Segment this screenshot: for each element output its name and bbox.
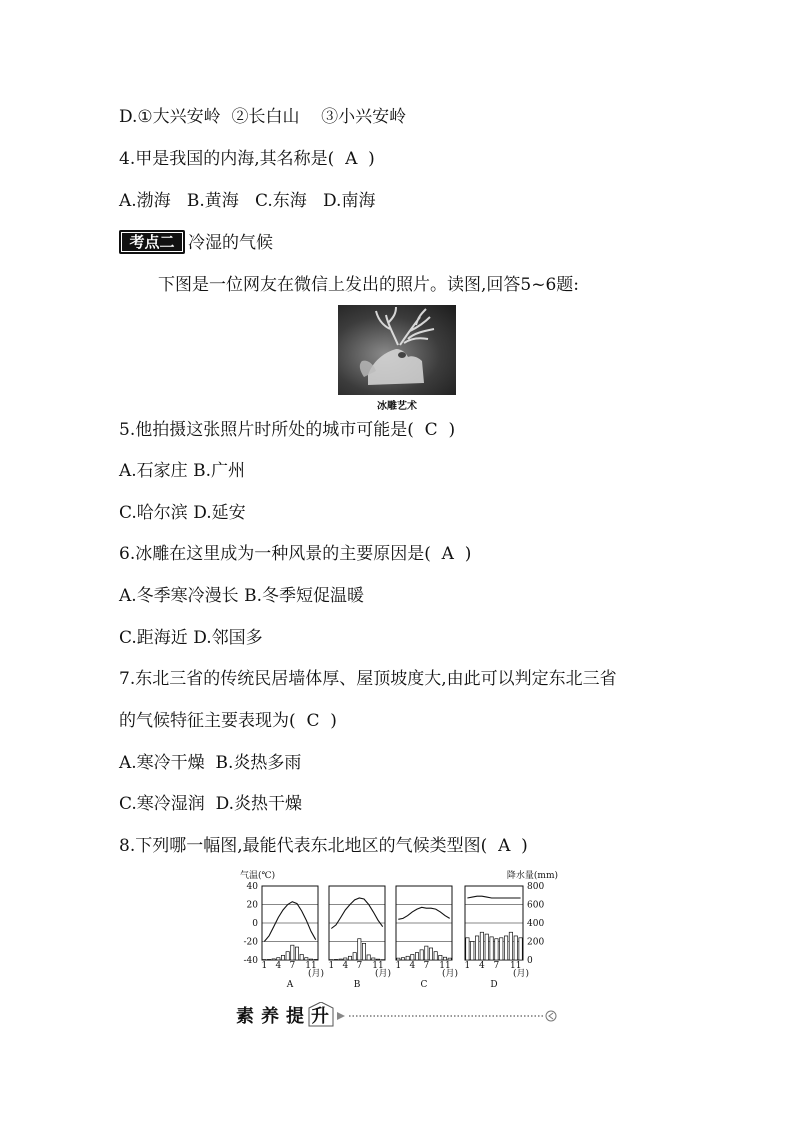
precipitation-bar [475,936,478,960]
precipitation-bar [471,942,474,961]
precipitation-bar [429,948,432,960]
month-tick-label: 1 [328,961,335,971]
panel-label: C [420,980,428,990]
q6-options-cd: C.距海近 D.邻国多 [119,628,263,648]
precipitation-bar [291,945,294,960]
precipitation-bar [415,953,418,960]
q7-options-ab: A.寒冷干燥 B.炎热多雨 [119,753,302,773]
q7-stem-line2: 的气候特征主要表现为( C ) [119,711,337,731]
q7-options-cd: C.寒冷湿润 D.炎热干燥 [119,794,303,814]
precipitation-bar [362,943,365,960]
month-unit-label: (月) [307,969,325,979]
banner-graphic [233,1002,563,1028]
precipitation-bar [466,938,469,960]
month-tick-label: 4 [409,961,416,971]
month-tick-label: 7 [423,961,430,971]
temp-tick-label: 20 [246,900,258,911]
q5-options-cd: C.哈尔滨 D.延安 [119,503,246,523]
month-unit-label: (月) [441,969,459,979]
precipitation-bar [272,959,275,960]
reindeer-sculpture-icon [338,305,456,395]
precipitation-bar [295,947,298,960]
panel-label: A [286,980,294,990]
climate-charts [240,868,560,993]
section-title: 冷湿的气候 [188,233,273,253]
q3-option-d: D.①大兴安岭 ②长白山 ③小兴安岭 [119,107,407,127]
photo-caption: 冰雕艺术 [377,401,417,412]
precipitation-bar [372,958,375,960]
precipitation-bar [443,957,446,960]
month-tick-label: 7 [289,961,296,971]
precipitation-bar [267,959,270,960]
precipitation-bar [504,936,507,960]
temp-tick-label: -40 [243,956,258,966]
banner-end-chevron-icon [549,1013,553,1019]
month-tick-label: 4 [479,961,485,971]
month-tick-label: 1 [395,961,402,971]
precip-tick-label: 400 [527,919,545,929]
panel-label: B [353,980,361,990]
temperature-line [467,896,520,898]
banner-char: 养 [261,1006,279,1027]
month-tick-label: 11 [439,961,451,971]
precipitation-bar [358,939,361,960]
temperature-line [331,898,382,929]
q5-options-ab: A.石家庄 B.广州 [119,461,245,481]
precipitation-bar [495,939,498,960]
precipitation-bar [514,936,517,960]
temperature-line [398,907,449,919]
precipitation-bar [305,958,308,960]
temperature-line [264,902,315,942]
month-tick-label: 7 [493,961,500,971]
precipitation-bar [353,953,356,960]
temp-tick-label: 0 [252,919,258,929]
precipitation-bar [367,955,370,960]
q8-stem: 8.下列哪一幅图,最能代表东北地区的气候类型图( A ) [119,836,528,856]
precip-tick-label: 200 [527,937,545,948]
precipitation-bar [348,956,351,960]
banner-char: 素 [236,1006,254,1027]
precipitation-bar [376,959,379,960]
precipitation-bar [448,958,451,960]
precipitation-bar [420,950,423,960]
q5-stem: 5.他拍摄这张照片时所处的城市可能是( C ) [119,420,456,440]
precipitation-bar [281,955,284,960]
month-tick-label: 11 [372,961,384,971]
precip-tick-label: 600 [527,900,545,911]
month-tick-label: 7 [356,961,363,971]
reading-intro: 下图是一位网友在微信上发出的照片。读图,回答5~6题: [158,275,580,295]
precipitation-bar [519,938,522,960]
precipitation-bar [397,958,400,960]
banner-char: 提 [286,1006,304,1027]
precipitation-bar [509,932,512,960]
precipitation-axis-label: 降水量(mm) [506,871,558,881]
precipitation-bar [485,934,488,960]
ice-sculpture-photo [338,305,456,395]
month-tick-label: 1 [261,961,268,971]
q6-stem: 6.冰雕在这里成为一种风景的主要原因是( A ) [119,544,472,564]
q4-stem: 4.甲是我国的内海,其名称是( A ) [119,149,375,169]
precipitation-bar [480,932,483,960]
month-unit-label: (月) [374,969,392,979]
temperature-axis-label: 气温(℃) [240,871,276,881]
month-tick-label: 1 [464,961,471,971]
precipitation-bar [439,955,442,960]
precipitation-bar [401,958,404,960]
precipitation-bar [434,952,437,960]
section-badge: 考点二 [119,230,185,254]
banner-end-circle-icon [546,1011,556,1021]
banner-arrow-icon [337,1012,345,1020]
precip-tick-label: 0 [527,956,533,966]
banner-char: 升 [311,1006,329,1027]
q6-options-ab: A.冬季寒冷漫长 B.冬季短促温暖 [119,586,364,606]
month-tick-label: 4 [342,961,349,971]
panel-label: D [490,980,498,990]
month-unit-label: (月) [512,969,530,979]
temp-tick-label: -20 [243,937,258,948]
climate-charts-svg [240,868,560,993]
precipitation-bar [339,959,342,960]
precipitation-bar [334,959,337,960]
precipitation-bar [411,954,414,960]
precipitation-bar [406,956,409,960]
precipitation-bar [277,958,280,960]
temp-tick-label: 40 [246,882,258,892]
precipitation-bar [300,954,303,960]
precipitation-bar [500,938,503,960]
precipitation-bar [425,946,428,960]
month-tick-label: 11 [510,961,522,971]
month-tick-label: 11 [305,961,317,971]
q7-stem-line1: 7.东北三省的传统民居墙体厚、屋顶坡度大,由此可以判定东北三省 [119,669,617,689]
precipitation-bar [344,958,347,960]
precipitation-bar [309,959,312,960]
precipitation-bar [286,952,289,960]
precip-tick-label: 800 [527,882,545,892]
precipitation-bar [314,959,317,960]
section-banner-suyang-tisheng [233,1002,563,1028]
precipitation-bar [490,937,493,960]
q4-options: A.渤海 B.黄海 C.东海 D.南海 [119,191,376,211]
month-tick-label: 4 [275,961,282,971]
